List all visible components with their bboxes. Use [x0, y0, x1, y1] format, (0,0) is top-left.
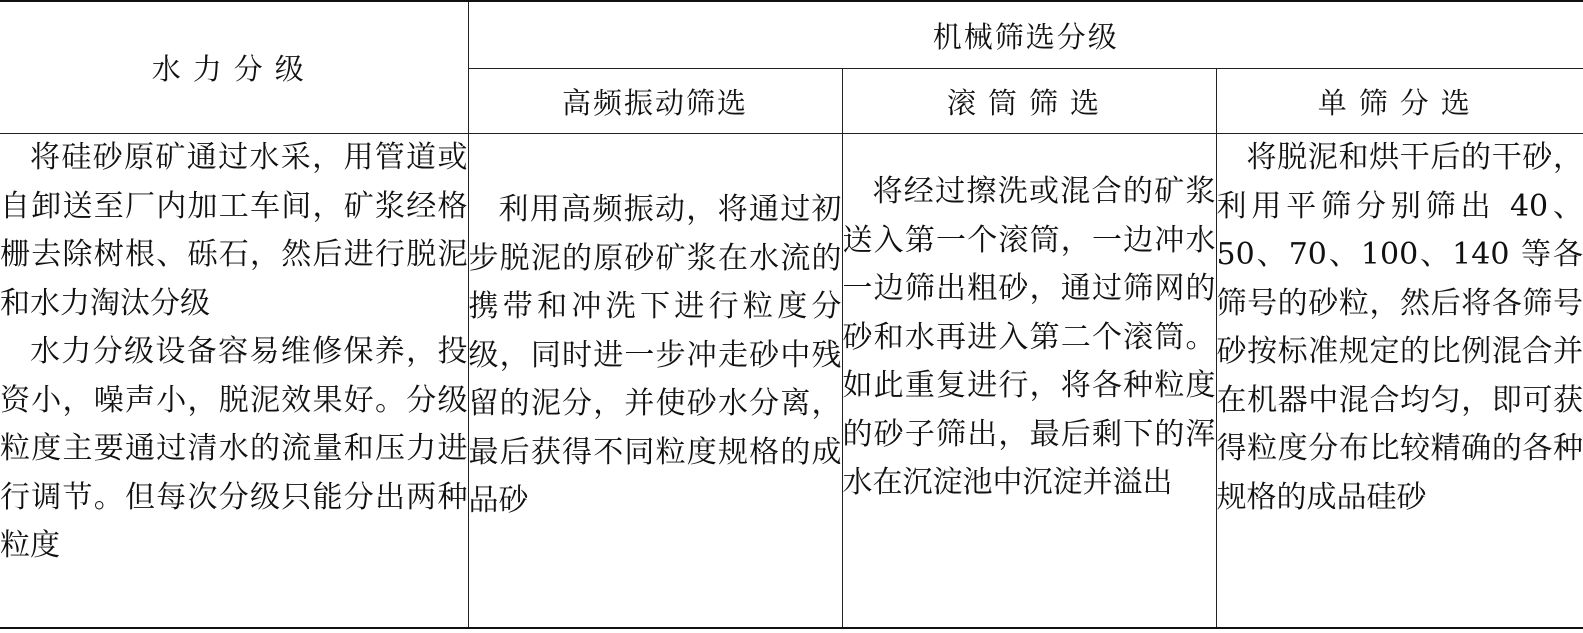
cell-single	[1216, 134, 1583, 629]
hydraulic-process-text: 将硅砂原矿通过水采，用管道或自卸送至厂内加工车间，矿浆经格栅去除树根、砾石，然后进行脱泥和水力淘汰分级	[0, 140, 468, 321]
header-hydraulic: 水力分级	[0, 1, 468, 134]
header-mechanical: 机械筛选分级	[468, 1, 1583, 69]
header-single: 单筛分选	[1216, 69, 1583, 134]
header-drum: 滚筒筛选	[842, 69, 1216, 134]
high-frequency-text: 利用高频振动，将通过初步脱泥的原砂矿浆在水流的携带和冲洗下进行粒度分级，同时进一步冲走砂中残留的泥分，并使砂水分离，最后获得不同粒度规格的成品砂	[468, 192, 842, 518]
cell-hydraulic	[0, 134, 468, 629]
drum-text: 将经过擦洗或混合的矿浆送入第一个滚筒，一边冲水一边筛出粗砂，通过筛网的砂和水再进入第二个滚筒。如此重复进行，将各种粒度的砂子筛出，最后剩下的浑水在沉淀池中沉淀并溢出	[842, 174, 1216, 500]
header-high-frequency: 高频振动筛选	[468, 69, 842, 134]
cell-drum	[842, 134, 1216, 629]
cell-high-frequency	[468, 134, 842, 629]
hydraulic-advantage-text: 水力分级设备容易维修保养，投资小，噪声小，脱泥效果好。分级粒度主要通过清水的流量和压力进行调节。但每次分级只能分出两种粒度	[0, 334, 468, 563]
single-text: 将脱泥和烘干后的干砂，利用平筛分别筛出 40、50、70、100、140 等各筛号的砂粒，然后将各筛号砂按标准规定的比例混合并在机器中混合均匀，即可获得粒度分布比较精确的各种规格的成品硅砂	[1216, 140, 1583, 515]
